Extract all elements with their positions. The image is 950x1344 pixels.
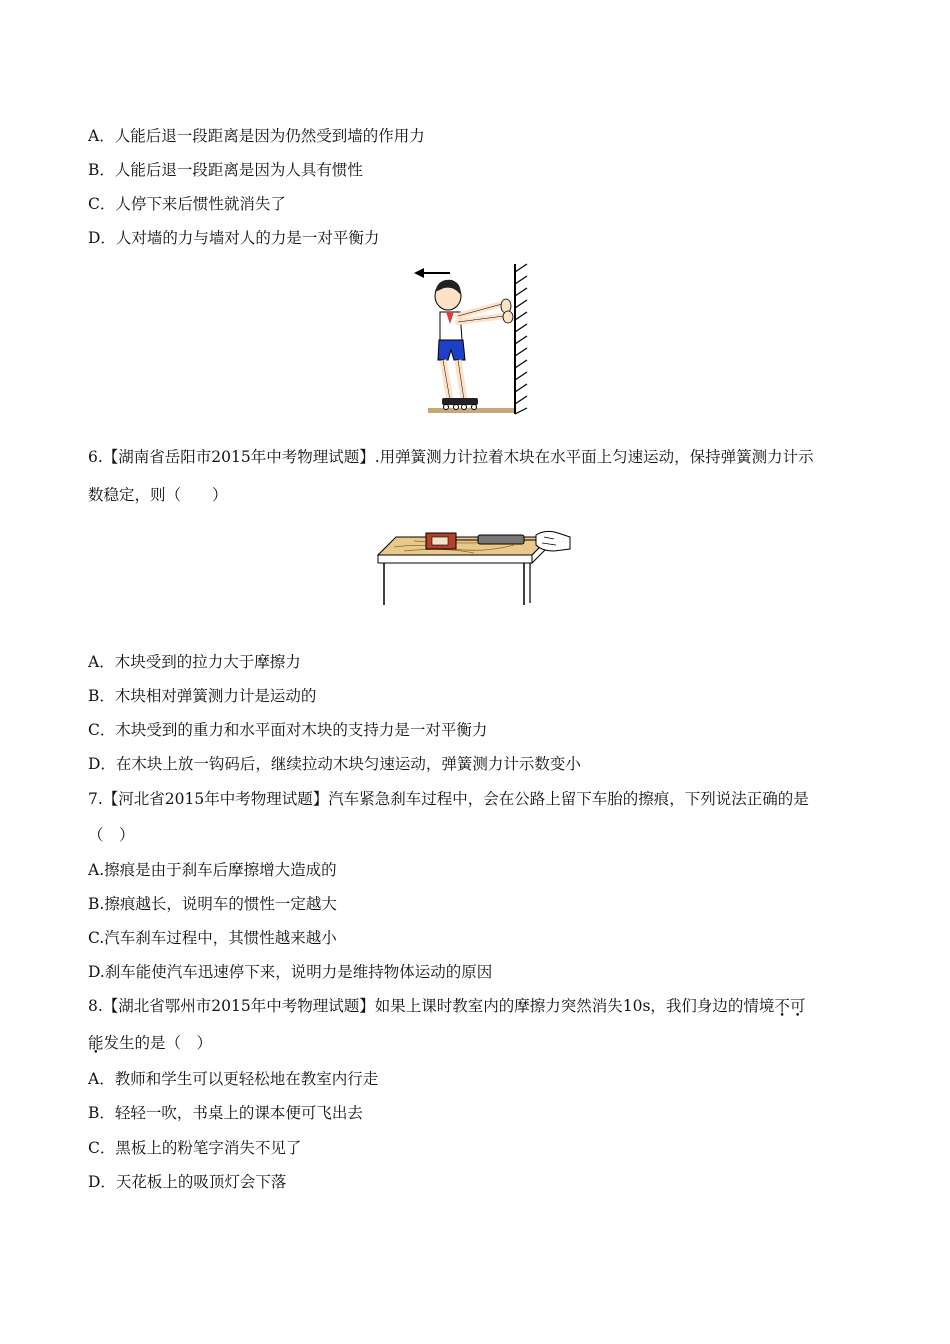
q8-stem-text: 发生的是（ ） (103, 1034, 213, 1052)
q5-option-d: D．人对墙的力与墙对人的力是一对平衡力 (88, 229, 380, 247)
q8-stem-line2 (88, 1033, 212, 1053)
q8-option-d: D．天花板上的吸顶灯会下落 (88, 1173, 287, 1191)
q6-stem-line1: 6.【湖南省岳阳市2015年中考物理试题】.用弹簧测力计拉着木块在水平面上匀速运动，保持弹簧测力计示 (88, 448, 814, 466)
q7-option-d: D.刹车能使汽车迅速停下来，说明力是维持物体运动的原因 (88, 963, 493, 981)
q8-emphasis-char: 可 (789, 997, 806, 1015)
q5-option-b: B．人能后退一段距离是因为人具有惯性 (88, 161, 363, 179)
q6-option-a: A．木块受到的拉力大于摩擦力 (88, 653, 301, 671)
q6-option-c: C．木块受到的重力和水平面对木块的支持力是一对平衡力 (88, 721, 488, 739)
q6-option-b: B．木块相对弹簧测力计是运动的 (88, 687, 317, 705)
q7-option-c: C.汽车刹车过程中，其惯性越来越小 (88, 929, 337, 947)
q8-stem-line1 (88, 996, 805, 1016)
q8-option-c: C．黑板上的粉笔字消失不见了 (88, 1139, 302, 1157)
q7-stem-line1: 7.【河北省2015年中考物理试题】汽车紧急刹车过程中，会在公路上留下车胎的擦痕，下列说法正确的是 (88, 790, 809, 808)
q8-stem-text: 8.【湖北省鄂州市2015年中考物理试题】如果上课时教室内的摩擦力突然消失10s，我们身边的情境 (88, 997, 775, 1015)
boy-pushing-wall-figure (410, 260, 540, 416)
spring-scale-block-figure (374, 515, 574, 609)
q8-option-b: B．轻轻一吹，书桌上的课本便可飞出去 (88, 1104, 363, 1122)
q7-option-b: B.擦痕越长，说明车的惯性一定越大 (88, 895, 337, 913)
q6-option-d: D．在木块上放一钩码后，继续拉动木块匀速运动，弹簧测力计示数变小 (88, 755, 581, 773)
q7-option-a: A.擦痕是由于刹车后摩擦增大造成的 (88, 861, 337, 879)
q7-stem-line2: （ ） (88, 826, 135, 844)
q5-option-c: C．人停下来后惯性就消失了 (88, 195, 286, 213)
q5-option-a: A．人能后退一段距离是因为仍然受到墙的作用力 (88, 127, 425, 145)
q8-emphasis-char: 能 (88, 1034, 104, 1052)
q6-stem-line2: 数稳定，则（ ） (88, 486, 228, 504)
q8-option-a: A．教师和学生可以更轻松地在教室内行走 (88, 1070, 379, 1088)
q8-emphasis-char: 不 (774, 997, 790, 1015)
